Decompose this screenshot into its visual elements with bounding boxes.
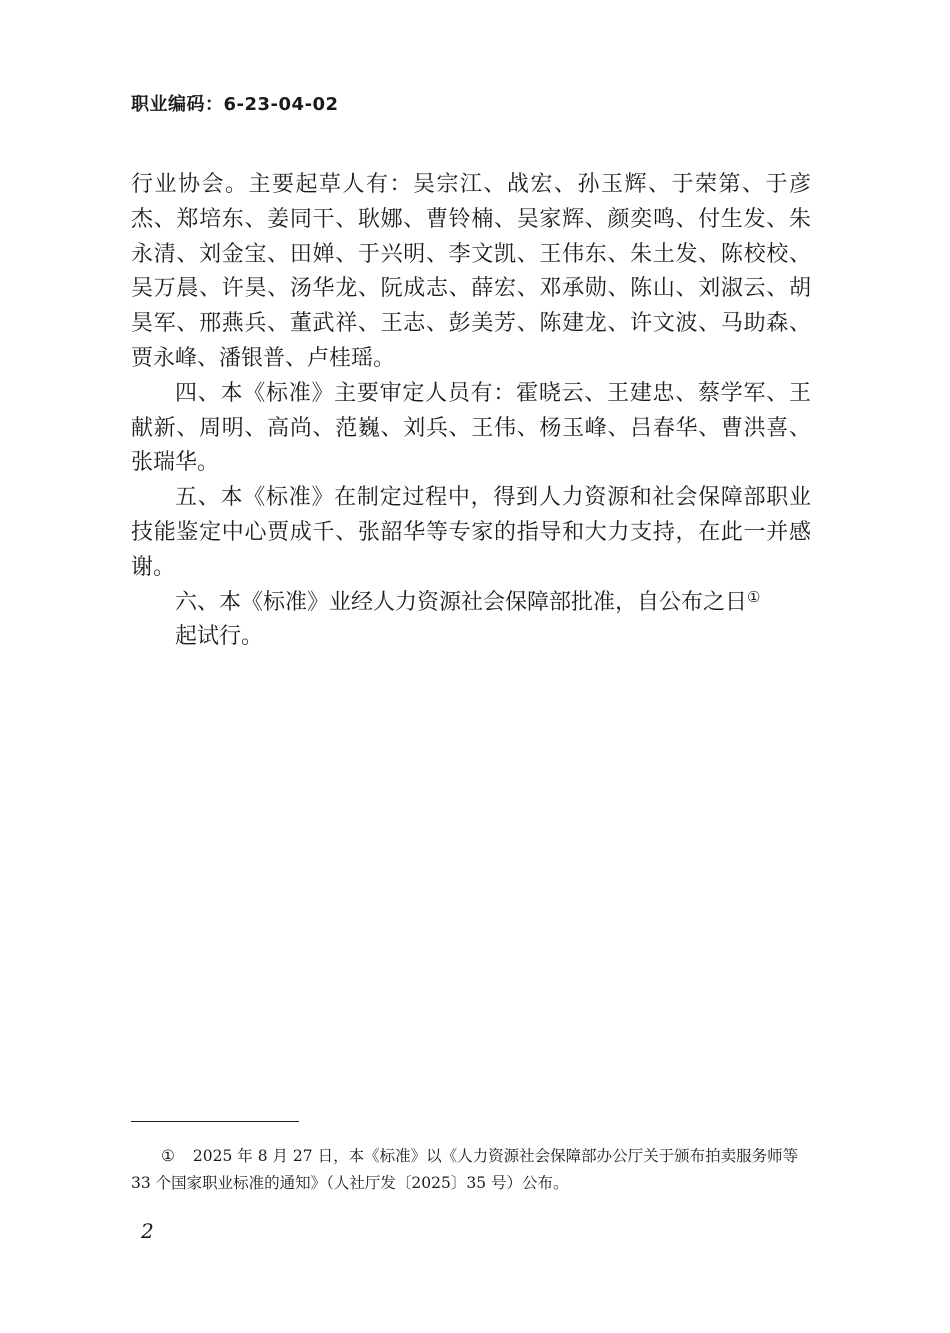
body-text — [131, 168, 811, 655]
occupation-code-header: 职业编码：6-23-04-02 — [131, 94, 339, 115]
footnote-reference[interactable]: ① — [747, 587, 761, 606]
approval-text: 六、本《标准》业经人力资源社会保障部批准，自公布之日 — [175, 589, 748, 615]
paragraph-drafters: 行业协会。主要起草人有：吴宗江、战宏、孙玉辉、于荣第、于彦杰、郑培东、姜同干、耿娜、曹铃楠、吴家辉、颜奕鸣、付生发、朱永清、刘金宝、田婵、于兴明、李文凯、王伟东、朱土发、陈校校、吴万晨、许昊、汤华龙、阮成志、薛宏、邓承勋、陈山、刘淑云、胡昊军、邢燕兵、董武祥、王志、彭美芳、陈建龙、许文波、马助森、贾永峰、潘银普、卢桂瑶。 — [131, 172, 811, 371]
page-number: 2 — [141, 1219, 154, 1243]
footnote-mark: ① — [161, 1147, 175, 1165]
footnote-text: 2025 年 8 月 27 日，本《标准》以《人力资源社会保障部办公厅关于颁布拍卖服务师等 33 个国家职业标准的通知》（人社厅发〔2025〕35 号）公布。 — [131, 1147, 799, 1192]
paragraph-acknowledgement: 五、本《标准》在制定过程中，得到人力资源和社会保障部职业技能鉴定中心贾成千、张韶华等专家的指导和大力支持，在此一并感谢。 — [131, 485, 811, 580]
paragraph-reviewers: 四、本《标准》主要审定人员有：霍晓云、王建忠、蔡学军、王献新、周明、高尚、范巍、刘兵、王伟、杨玉峰、吕春华、曹洪喜、张瑞华。 — [131, 380, 811, 476]
footnote-divider — [131, 1121, 299, 1122]
footnote — [131, 1143, 821, 1197]
paragraph-approval — [131, 586, 811, 656]
approval-text-end: 起试行。 — [175, 624, 264, 650]
